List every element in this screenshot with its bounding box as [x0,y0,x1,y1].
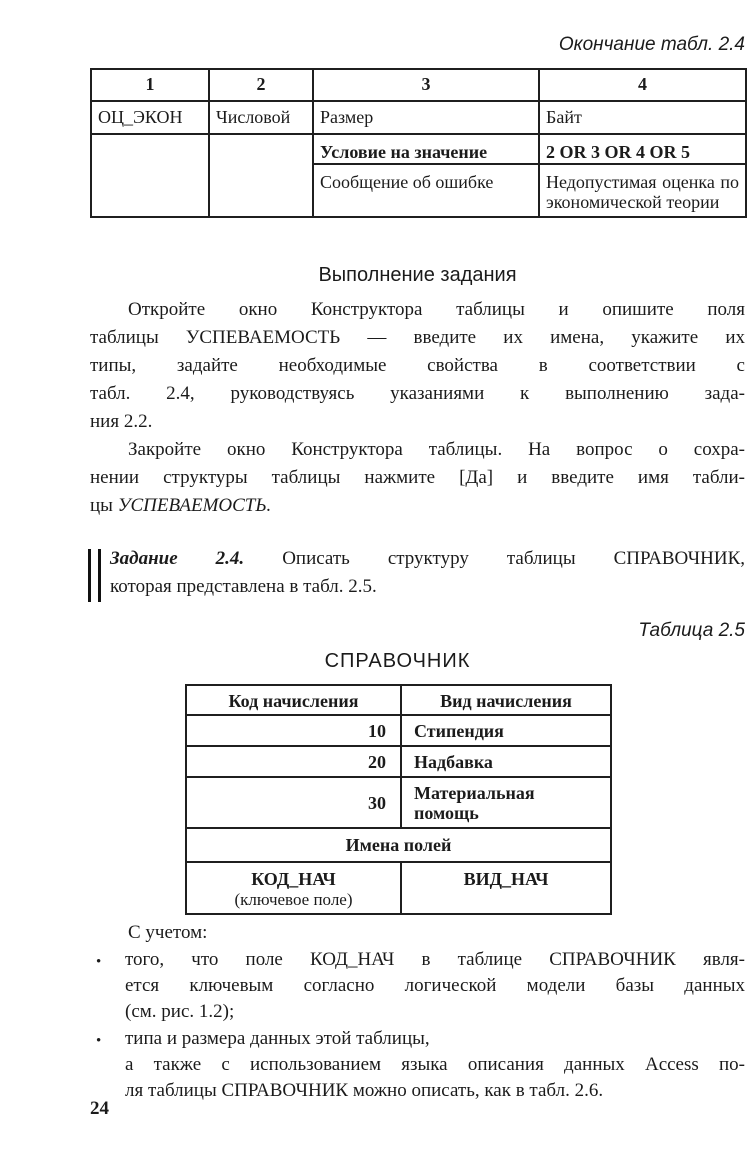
table-2-5-title: СПРАВОЧНИК [324,650,471,672]
text-segment: табл. 2.4, руководствуясь указаниями к выполнению зада- [90,383,745,404]
property-cell: Сообщение об ошибке [313,164,539,217]
bullet-icon: • [96,1033,102,1049]
bullet-item [90,1026,745,1052]
column-header: 1 [91,69,209,101]
text-line [125,947,745,973]
task-text [110,545,745,601]
table-row [186,862,611,914]
code-cell: 10 [186,715,401,746]
text-line [110,573,745,601]
column-header: 4 [539,69,746,101]
table-row [186,715,611,746]
bullet-icon: • [96,954,102,970]
empty-cell [91,134,209,217]
text-segment: а также с использованием языка описания данных Access по- [125,1054,745,1075]
column-header: 3 [313,69,539,101]
text-segment: УСПЕВАЕМОСТЬ. [117,495,272,516]
double-bar-marker [88,549,101,602]
text-segment: которая представлена в табл. 2.5. [110,576,377,597]
text-line [90,492,745,520]
key-field-cell [186,862,401,914]
text-segment: Откройте окно Конструктора таблицы и опишите поля [128,299,745,320]
text-segment: нении структуры таблицы нажмите [Да] и введите имя табли- [90,467,745,488]
text-line [90,324,745,352]
table-row [91,101,746,134]
field-cell: ВИД_НАЧ [401,862,611,914]
text-line [125,999,745,1025]
text-line [90,380,745,408]
text-segment: цы [90,495,118,516]
empty-cell [209,134,313,217]
text-line [90,296,745,324]
table-continuation-caption: Окончание табл. 2.4 [558,34,745,55]
code-cell: 20 [186,746,401,777]
text-line [125,1026,745,1052]
text-line [90,352,745,380]
text-segment: Описать структуру таблицы СПРАВОЧНИК, [244,548,745,569]
page-number: 24 [90,1098,109,1119]
task-2-4-block [88,545,745,601]
column-header: Код начисления [186,685,401,715]
notes-continuation [90,1052,745,1104]
text-line [125,1078,745,1104]
value-cell: Недопустимая оценка по экономической теории [539,164,746,217]
field-name-cell: ОЦ_ЭКОН [91,101,209,134]
text-segment: ется ключевым согласно логической модели базы данных [125,975,745,996]
text-segment: таблицы УСПЕВАЕМОСТЬ — введите их имена, укажите их [90,327,745,348]
table-2-5-caption: Таблица 2.5 [638,620,745,641]
text-segment: Закройте окно Конструктора таблицы. На вопрос о сохра- [128,439,745,460]
text-segment: типа и размера данных этой таблицы, [125,1028,430,1049]
table-row [186,746,611,777]
table-header-row [186,685,611,715]
text-segment: ния 2.2. [90,411,153,432]
value-cell: Байт [539,101,746,134]
text-segment: того, что поле КОД_НАЧ в таблице СПРАВОЧНИК явля- [125,949,745,970]
text-line [125,973,745,999]
paragraph [90,436,745,520]
bullet-text [125,947,745,1025]
table-2-4-continuation [90,68,747,218]
value-cell: 2 OR 3 OR 4 OR 5 [539,134,746,164]
property-cell: Условие на значение [313,134,539,164]
table-2-5 [185,684,612,915]
text-segment: Задание 2.4. [110,548,245,569]
column-header: 2 [209,69,313,101]
text-line [110,545,745,573]
text-segment: типы, задайте необходимые свойства в соответствии с [90,355,745,376]
field-type-cell: Числовой [209,101,313,134]
kind-cell: Стипендия [401,715,611,746]
bullet-text [125,1026,745,1052]
table-header-row [91,69,746,101]
code-cell: 30 [186,777,401,828]
bullet-item [90,947,745,1025]
section-heading: Выполнение задания [318,264,517,286]
text-line [125,1052,745,1078]
text-segment: (см. рис. 1.2); [125,1001,235,1022]
text-line [90,408,745,436]
column-header: Вид начисления [401,685,611,715]
property-cell: Размер [313,101,539,134]
table-row [186,828,611,862]
notes-section [90,920,745,1104]
text-segment: ля таблицы СПРАВОЧНИК можно описать, как в табл. 2.6. [125,1080,604,1101]
key-field-note: (ключевое поле) [234,890,353,909]
table-row [91,134,746,164]
text-line [90,464,745,492]
notes-intro: С учетом: [128,922,208,943]
text-line [90,436,745,464]
kind-cell: Материальная помощь [401,777,611,828]
paragraph [90,296,745,436]
field-name: КОД_НАЧ [251,869,336,889]
field-names-label: Имена полей [186,828,611,862]
table-row [186,777,611,828]
kind-cell: Надбавка [401,746,611,777]
